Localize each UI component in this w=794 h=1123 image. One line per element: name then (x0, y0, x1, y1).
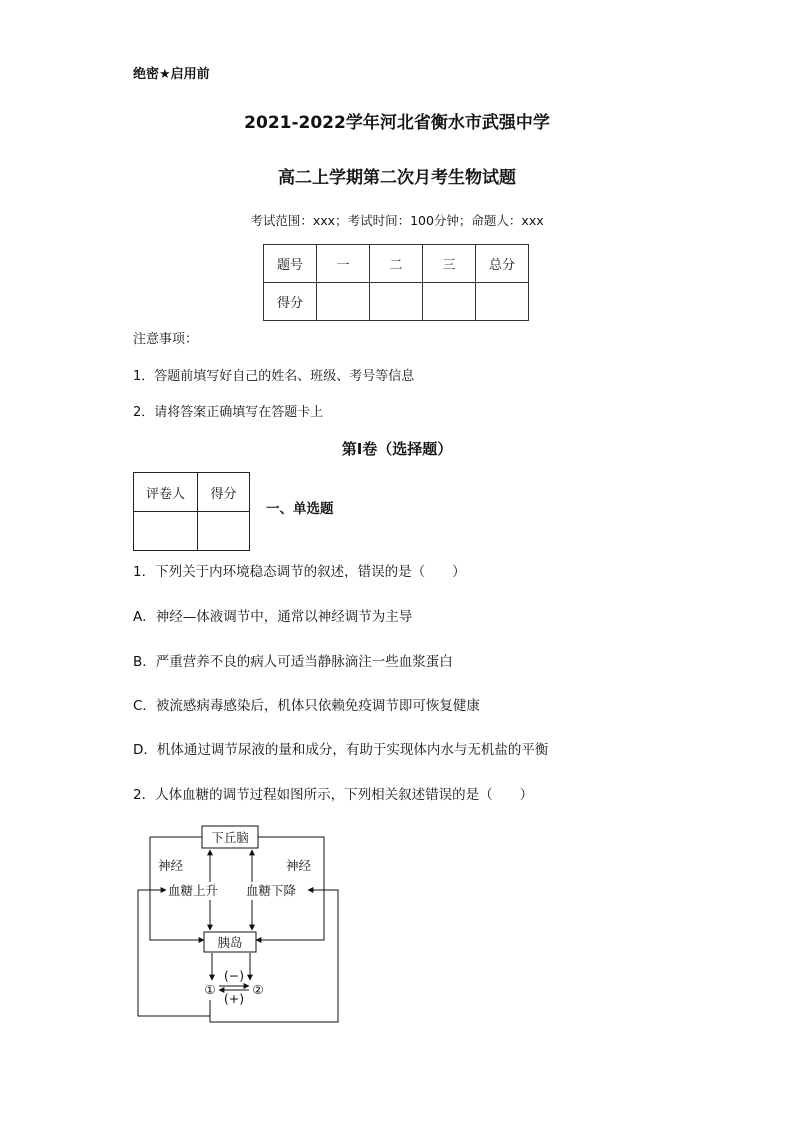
secret-mark: 绝密★启用前 (133, 67, 210, 82)
score-cell (423, 283, 476, 321)
question-stem: 1．下列关于内环境稳态调节的叙述，错误的是（ ） (133, 564, 466, 580)
question-option: B．严重营养不良的病人可适当静脉滴注一些血浆蛋白 (133, 654, 453, 670)
node-2: ② (252, 982, 264, 997)
node-1: ① (204, 982, 216, 997)
question-stem: 2．人体血糖的调节过程如图所示，下列相关叙述错误的是（ ） (133, 787, 534, 803)
inhibit-label: (−) (223, 968, 245, 983)
score-cell (370, 283, 423, 321)
exam-title-line1: 2021-2022学年河北省衡水市武强中学 (244, 113, 550, 133)
score-header-cell: 二 (370, 245, 423, 283)
grader-header-cell: 得分 (198, 473, 250, 512)
islet-label: 胰岛 (217, 935, 243, 950)
score-table-score-row (264, 283, 529, 321)
glucose-up-label: 血糖上升 (168, 883, 219, 898)
glucose-down-label: 血糖下降 (246, 883, 297, 898)
question-option: D．机体通过调节尿液的量和成分，有助于实现体内水与无机盐的平衡 (133, 742, 549, 758)
nerve-right-label: 神经 (286, 858, 312, 873)
grader-table (133, 472, 250, 551)
question-option: C．被流感病毒感染后，机体只依赖免疫调节即可恢复健康 (133, 698, 480, 714)
nerve-left-label: 神经 (158, 858, 184, 873)
section-title: 第I卷（选择题） (341, 440, 453, 458)
score-cell (476, 283, 529, 321)
score-header-cell: 三 (423, 245, 476, 283)
score-table-header-row (264, 245, 529, 283)
notice-title: 注意事项： (133, 332, 199, 347)
score-table (263, 244, 529, 321)
grader-header-cell: 评卷人 (134, 473, 198, 512)
grader-cell (198, 512, 250, 551)
score-header-cell: 总分 (476, 245, 529, 283)
promote-label: (+) (223, 991, 245, 1006)
grader-cell (134, 512, 198, 551)
exam-title-line2: 高二上学期第二次月考生物试题 (278, 168, 516, 188)
part-title: 一、单选题 (266, 501, 334, 517)
question-option: A．神经—体液调节中，通常以神经调节为主导 (133, 609, 413, 625)
score-header-cell: 题号 (264, 245, 317, 283)
exam-info: 考试范围：xxx；考试时间：100分钟；命题人：xxx (250, 213, 544, 228)
blood-glucose-diagram (128, 820, 348, 1030)
hypothalamus-label: 下丘脑 (211, 830, 249, 845)
score-row-label: 得分 (264, 283, 317, 321)
score-cell (317, 283, 370, 321)
notice-item: 2．请将答案正确填写在答题卡上 (133, 405, 324, 420)
score-header-cell: 一 (317, 245, 370, 283)
notice-item: 1．答题前填写好自己的姓名、班级、考号等信息 (133, 369, 415, 384)
